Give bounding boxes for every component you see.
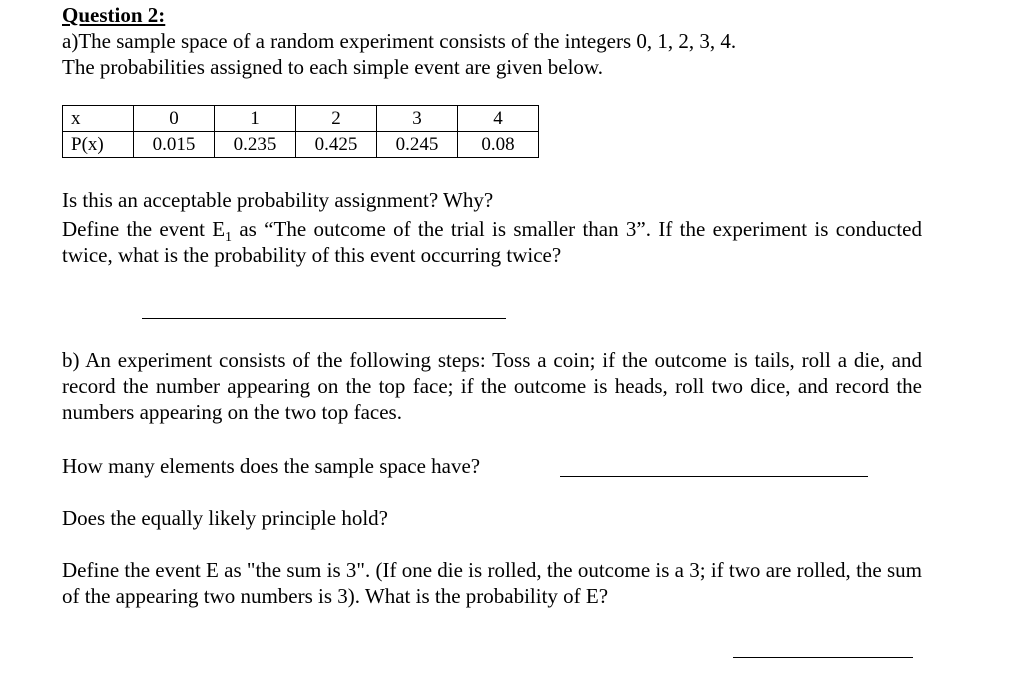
table-cell-x: 2 — [296, 106, 377, 132]
part-b-question-1: How many elements does the sample space have? — [62, 454, 481, 478]
part-a-intro-line-2: The probabilities assigned to each simple event are given below. — [62, 55, 603, 79]
table-row-header-x: x — [63, 106, 134, 132]
table-row-px — [63, 132, 539, 158]
table-cell-x: 3 — [377, 106, 458, 132]
part-b-intro: b) An experiment consists of the following steps: Toss a coin; if the outcome is tails, roll a die, and record the number appearing on the top face; if the outcome is heads, roll two dice, and record the numbers appearing on the two top faces. — [62, 348, 922, 424]
table-cell-x: 0 — [134, 106, 215, 132]
table-cell-px: 0.08 — [458, 132, 539, 158]
table-cell-px: 0.235 — [215, 132, 296, 158]
table-row-x — [63, 106, 539, 132]
question-title: Question 2: — [62, 3, 166, 27]
table-cell-px: 0.425 — [296, 132, 377, 158]
part-a-question-2-post: as “The outcome of the trial is smaller than 3”. If the experiment is conducted twice, what is the probability of this event occurring twice? — [62, 217, 922, 267]
part-b-question-2: Does the equally likely principle hold? — [62, 506, 388, 530]
part-b-question-3: Define the event E as "the sum is 3". (If one die is rolled, the outcome is a 3; if two are rolled, the sum of the appearing two numbers is 3). What is the probability of E? — [62, 558, 922, 608]
table-cell-px: 0.245 — [377, 132, 458, 158]
part-a-question-2 — [62, 216, 922, 268]
table-cell-x: 4 — [458, 106, 539, 132]
answer-line-probability-e[interactable] — [733, 657, 913, 658]
probability-table — [62, 105, 539, 158]
part-a-question-2-pre: Define the event E — [62, 217, 226, 241]
table-row-header-px: P(x) — [63, 132, 134, 158]
answer-line-part-a[interactable] — [142, 318, 506, 319]
table-cell-px: 0.015 — [134, 132, 215, 158]
part-a-intro-line-1: a)The sample space of a random experiment consists of the integers 0, 1, 2, 3, 4. — [62, 29, 737, 53]
table-cell-x: 1 — [215, 106, 296, 132]
part-a-question-1: Is this an acceptable probability assignment? Why? — [62, 188, 494, 212]
answer-line-sample-space[interactable] — [560, 476, 868, 477]
event-subscript: 1 — [225, 230, 233, 246]
